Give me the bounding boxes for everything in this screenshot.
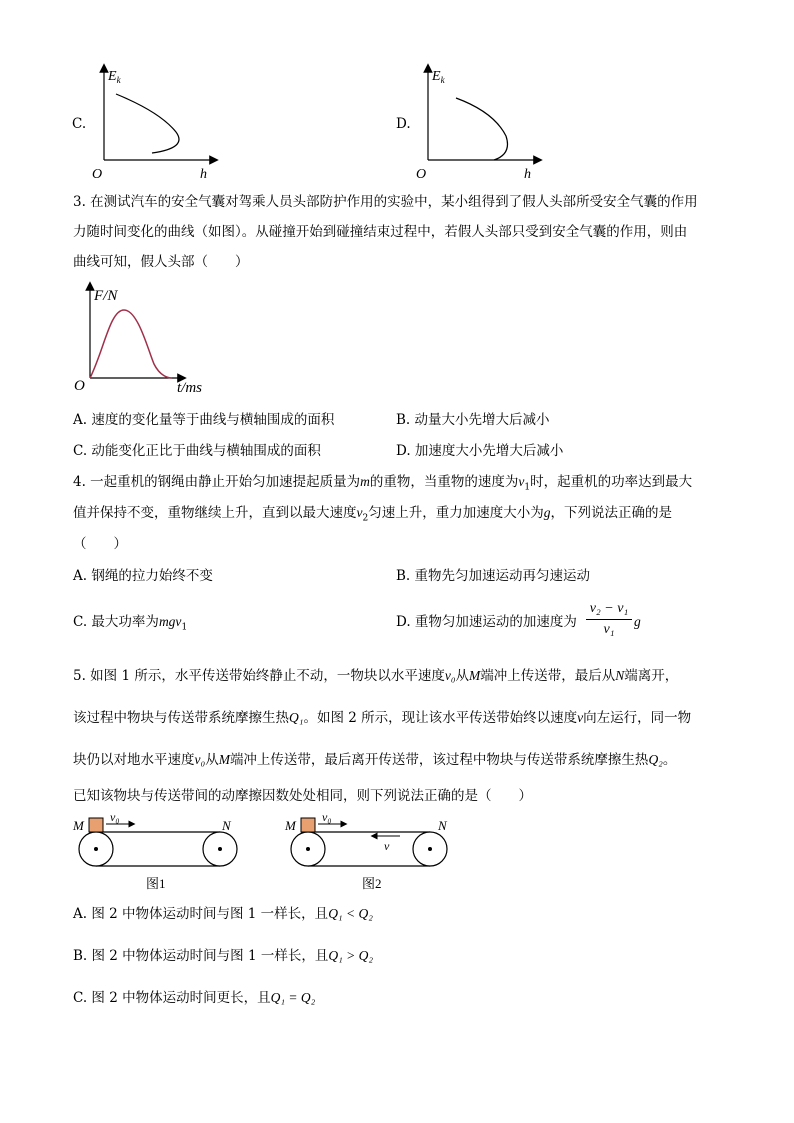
- label-n: N: [222, 818, 231, 833]
- q3-force-graph: [70, 280, 220, 398]
- label-v0: v₀: [322, 810, 332, 824]
- conveyor-figure-1: [68, 810, 248, 894]
- graph-c: [88, 62, 228, 182]
- q3-line-1: 3. 在测试汽车的安全气囊对驾乘人员头部防护作用的实验中，某小组得到了假人头部所受安全气囊的作用: [73, 194, 698, 210]
- figure-caption: 图2: [362, 876, 382, 891]
- x-axis-label: h: [524, 167, 531, 182]
- fraction-bar: [586, 619, 632, 620]
- q5-line-4: 已知该物块与传送带间的动摩擦因数处处相同，则下列说法正确的是（ ）: [73, 788, 532, 804]
- block: [301, 818, 315, 832]
- q3-option-c: C. 动能变化正比于曲线与横轴围成的面积: [73, 443, 321, 459]
- fraction-numerator: v₂ − v₁: [589, 601, 629, 616]
- fraction-denominator: v₁: [603, 622, 615, 637]
- y-axis-label: $E_k$: [432, 69, 445, 85]
- q4-line-3: （ ）: [73, 536, 127, 552]
- q5-line-2: 该过程中物块与传送带系统摩擦生热Q₁。如图 2 所示，现让该水平传送带始终以速度v向左运行，同一物: [73, 710, 692, 726]
- q4-fraction-g: g: [634, 614, 641, 629]
- x-axis-label: t/ms: [177, 380, 203, 396]
- q4-option-d: D. 重物匀加速运动的加速度为: [396, 614, 577, 630]
- label-m: M: [73, 818, 84, 833]
- q3-line-2: 力随时间变化的曲线（如图）。从碰撞开始到碰撞结束过程中，若假人头部只受到安全气囊的作用，则由: [73, 224, 688, 240]
- option-d-label: D.: [396, 116, 411, 132]
- option-c-label: C.: [72, 116, 87, 132]
- origin-label: O: [416, 167, 427, 182]
- y-axis-label: $E_k$: [108, 69, 121, 85]
- origin-label: O: [74, 378, 85, 394]
- conveyor-figure-2: [280, 810, 460, 894]
- q5-option-b: B. 图 2 中物体运动时间与图 1 一样长，且Q₁ > Q₂: [73, 948, 374, 964]
- label-n: N: [438, 818, 447, 833]
- label-v: v: [384, 839, 390, 853]
- label-m: M: [285, 818, 296, 833]
- label-v0: v₀: [110, 810, 120, 824]
- q3-option-a: A. 速度的变化量等于曲线与横轴围成的面积: [73, 412, 335, 428]
- q5-option-c: C. 图 2 中物体运动时间更长，且Q₁ = Q₂: [73, 990, 316, 1006]
- q4-line-2: 值并保持不变，重物继续上升，直到以最大速度$v_2$匀速上升，重力加速度大小为g，下列说法正确的是: [73, 505, 672, 524]
- q4-option-b: B. 重物先匀加速运动再匀速运动: [396, 568, 591, 584]
- origin-label: O: [92, 167, 103, 182]
- graph-d: [412, 62, 552, 182]
- q4-fraction: [584, 600, 634, 639]
- q5-line-1: 5. 如图 1 所示，水平传送带始终静止不动，一物块以水平速度v₀从M端冲上传送带，最后从N端离开，: [73, 668, 679, 684]
- q4-option-a: A. 钢绳的拉力始终不变: [73, 568, 213, 584]
- q4-option-c: C. 最大功率为mgv$_1$: [73, 614, 188, 633]
- x-axis-label: h: [200, 167, 207, 182]
- q3-option-d: D. 加速度大小先增大后减小: [396, 443, 564, 459]
- block: [89, 818, 103, 832]
- q5-option-a: A. 图 2 中物体运动时间与图 1 一样长，且Q₁ < Q₂: [73, 906, 373, 922]
- q4-line-1: 4. 一起重机的钢绳由静止开始匀加速提起质量为m的重物，当重物的速度为$v_1$时，起重机的功率达到最大: [73, 474, 693, 493]
- q5-line-3: 块仍以对地水平速度v₀从M端冲上传送带，最后离开传送带，该过程中物块与传送带系统摩擦生热Q₂。: [73, 752, 677, 768]
- q3-line-3: 曲线可知，假人头部（ ）: [73, 254, 249, 270]
- figure-caption: 图1: [146, 876, 166, 891]
- y-axis-label: F/N: [94, 288, 118, 304]
- ek-curve: [116, 94, 179, 153]
- ek-curve: [456, 98, 508, 160]
- force-curve: [90, 310, 172, 378]
- q3-option-b: B. 动量大小先增大后减小: [396, 412, 550, 428]
